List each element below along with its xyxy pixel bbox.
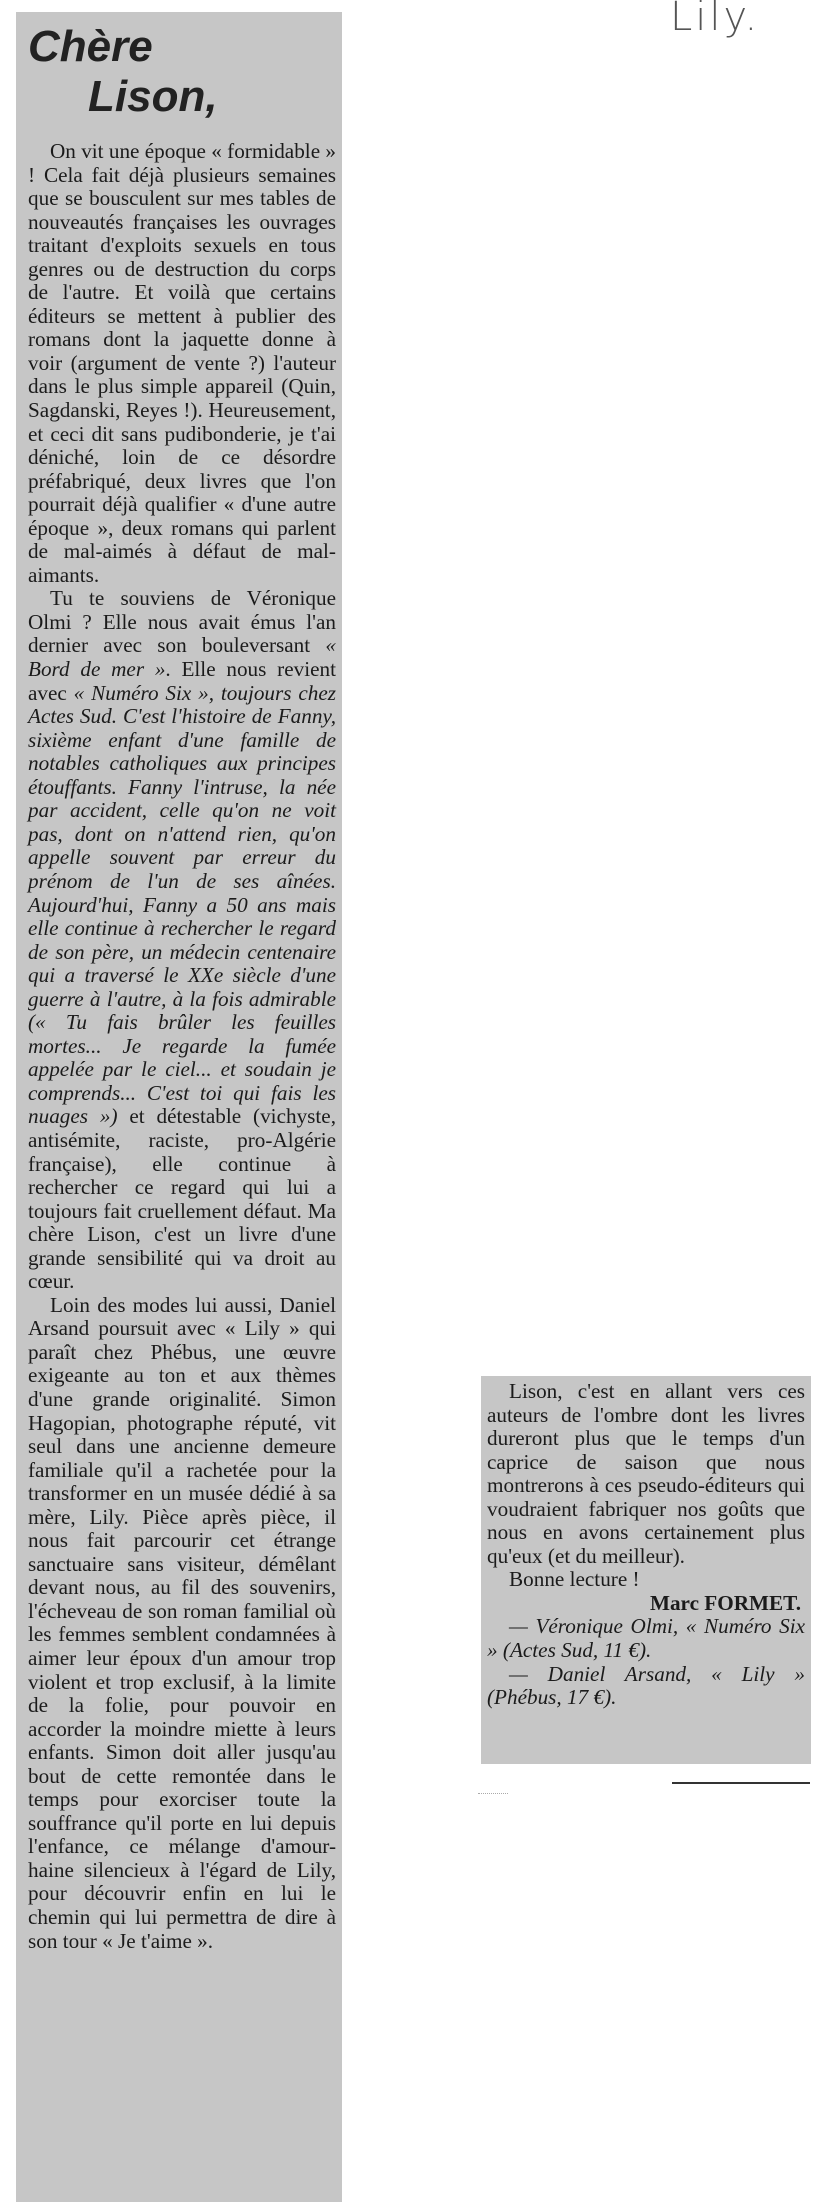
closing-paragraph: Lison, c'est en allant vers ces auteurs de l'ombre dont les livres dureront plus que le temps d'un caprice de saison que nous montrerons à ces pseudo-éditeurs qui voudraient fabriquer nos goûts que nous en avons certainement plus qu'eux (et du meilleur).	[487, 1379, 805, 1568]
divider-dots	[478, 1793, 508, 1794]
divider-line	[672, 1782, 810, 1784]
article-title	[28, 22, 336, 122]
paragraph-1: On vit une époque « formidable » ! Cela fait déjà plusieurs semaines que se bousculent sur mes tables de nouveautés françaises les ouvrages traitant d'exploits sexuels en tous genres ou de destruction du corps de l'autre. Et voilà que certains éditeurs se mettent à publier des romans dont la jaquette donne à voir (argument de vente ?) l'auteur dans le plus simple appareil (Quin, Sagdanski, Reyes !). Heureusement, et ceci dit sans pudibonderie, je t'ai déniché, loin de ce désordre préfabriqué, deux livres que l'on pourrait déjà qualifier « d'une autre époque », deux romans qui parlent de mal-aimés à défaut de mal-aimants.	[28, 139, 336, 587]
p2-mid: . Elle nous revient avec	[28, 657, 336, 705]
title-line-2: Lison,	[88, 72, 218, 121]
reference-1: — Véronique Olmi, « Numéro Six » (Actes Sud, 11 €).	[487, 1614, 805, 1663]
article-body	[28, 140, 336, 1953]
p2-end: et détestable (vichyste, antisémite, raciste, pro-Algérie française), elle continue à rechercher ce regard qui lui a toujours fait cruellement défaut. Ma chère Lison, c'est un livre d'une grande sensibilité qui va droit au cœur.	[28, 1104, 336, 1294]
title-line-1: Chère	[28, 22, 153, 71]
signature: Marc FORMET.	[649, 1590, 801, 1615]
paragraph-3: Loin des modes lui aussi, Daniel Arsand poursuit avec « Lily » qui paraît chez Phébus, une œuvre exigeante au ton et aux thèmes d'une grande originalité. Simon Hagopian, photographe réputé, vit seul dans une ancienne demeure familiale qu'il a rachetée pour la transformer en un musée dédié à sa mère, Lily. Pièce après pièce, il nous fait parcourir cet étrange sanctuaire sans visiteur, démêlant devant nous, au fil des souvenirs, l'écheveau de son roman familial où les femmes semblent condamnées à aimer leur époux d'un amour trop violent et trop exclusif, à la limite de la folie, pour pouvoir en accorder la moindre miette à leurs enfants. Simon doit aller jusqu'au bout de cette remontée dans le temps pour exorciser toute la souffrance qu'il porte en lui depuis l'enfance, ce mélange d'amour-haine silencieux à l'égard de Lily, pour découvrir enfin en lui le chemin qui lui permettra de dire à son tour « Je t'aime ».	[28, 1292, 336, 1953]
reference-2: — Daniel Arsand, « Lily » (Phébus, 17 €).	[487, 1661, 805, 1710]
p2-italic: « Numéro Six », toujours chez Actes Sud. C'est l'histoire de Fanny, sixième enfant d'une famille de notables catholiques aux principes étouffants. Fanny l'intruse, la née par accident, celle qu'on ne voit pas, dont on n'attend rien, qu'on appelle souvent par erreur du prénom de l'un de ses aînées. Aujourd'hui, Fanny a 50 ans mais elle continue à rechercher le regard de son père, un médecin centenaire qui a traversé le XXe siècle d'une guerre à l'autre, à la fois admirable (« Tu fais brûler les feuilles mortes... Je regarde la fumée appelée par le ciel... et soudain je comprends... C'est toi qui fais les nuages »)	[28, 680, 336, 1129]
sidebar-column	[481, 1376, 811, 1764]
greeting: Bonne lecture !	[509, 1567, 640, 1592]
handwritten-note: Lily.	[670, 0, 761, 40]
paragraph-2	[28, 587, 336, 1293]
article-column	[16, 12, 342, 2202]
p2-intro: Tu te souviens de Véronique Olmi ? Elle nous avait émus l'an dernier avec son bouleversant	[28, 586, 336, 658]
p2-title: « Bord de mer »	[28, 633, 336, 682]
